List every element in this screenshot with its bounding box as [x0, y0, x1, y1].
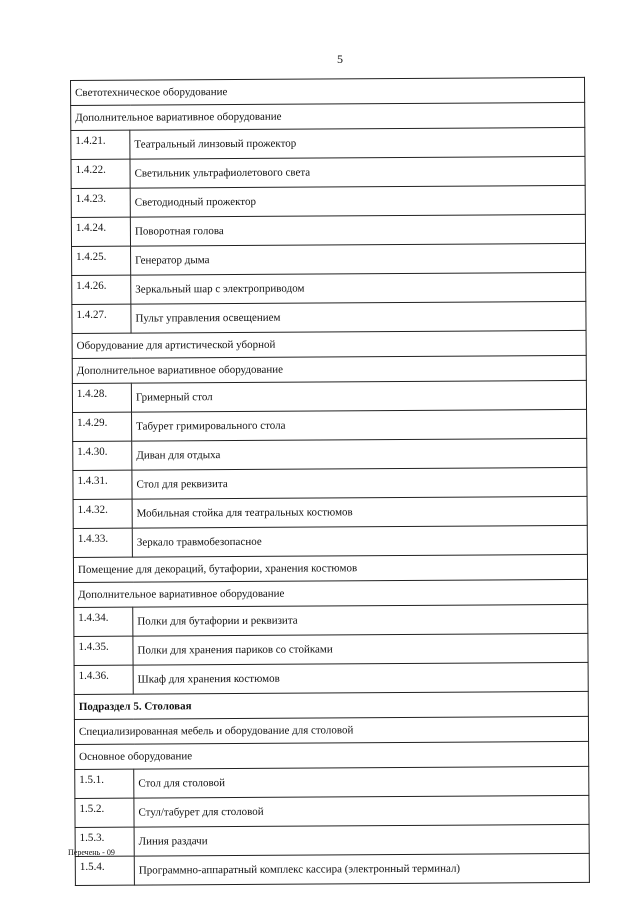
equipment-table: [70, 77, 590, 886]
item-row: [73, 496, 587, 528]
item-row: [72, 272, 586, 304]
item-number: 1.4.26.: [72, 275, 131, 304]
item-name: Стол для реквизита: [132, 467, 587, 499]
section-row: [74, 691, 588, 719]
item-number: 1.4.36.: [74, 665, 133, 694]
item-name: Мобильная стойка для театральных костюмов: [132, 496, 587, 528]
section-heading: Дополнительное вариативное оборудование: [74, 579, 588, 607]
item-row: [72, 301, 586, 333]
item-name: Театральный линзовый прожектор: [130, 127, 585, 159]
item-name: Поворотная голова: [130, 214, 585, 246]
item-row: [74, 604, 588, 636]
item-name: Табурет гримировального стола: [132, 409, 587, 441]
item-name: Светильник ультрафиолетового света: [130, 156, 585, 188]
section-row: [71, 77, 585, 105]
section-heading: Помещение для декораций, бутафории, хранения костюмов: [73, 554, 587, 582]
item-number: 1.4.22.: [71, 159, 130, 188]
section-row: [74, 579, 588, 607]
item-row: [71, 127, 585, 159]
item-number: 1.5.3.: [75, 827, 134, 856]
item-row: [71, 214, 585, 246]
section-heading: Дополнительное вариативное оборудование: [71, 102, 585, 130]
item-number: 1.4.27.: [72, 304, 131, 333]
item-row: [73, 438, 587, 470]
item-name: Шкаф для хранения костюмов: [133, 662, 588, 694]
item-row: [73, 467, 587, 499]
item-number: 1.4.31.: [73, 470, 132, 499]
item-name: Генератор дыма: [131, 243, 586, 275]
item-number: 1.4.35.: [74, 636, 133, 665]
item-number: 1.4.30.: [73, 441, 132, 470]
item-name: Зеркало травмобезопасное: [132, 525, 587, 557]
item-name: Линия раздачи: [134, 824, 589, 856]
item-number: 1.4.25.: [72, 246, 131, 275]
item-number: 1.4.29.: [73, 412, 132, 441]
item-number: 1.4.24.: [71, 217, 130, 246]
item-name: Зеркальный шар с электроприводом: [131, 272, 586, 304]
section-row: [72, 330, 586, 358]
section-row: [71, 102, 585, 130]
section-row: [73, 554, 587, 582]
item-number: 1.4.23.: [71, 188, 130, 217]
footer-label: Перечень - 09: [68, 848, 115, 857]
item-name: Гримерный стол: [131, 380, 586, 412]
page-number: 5: [337, 52, 343, 66]
item-row: [74, 662, 588, 694]
item-number: 1.4.33.: [73, 528, 132, 557]
item-name: Программно-аппаратный комплекс кассира (электронный терминал): [134, 853, 589, 885]
item-number: 1.5.4.: [75, 856, 134, 885]
item-number: 1.4.34.: [74, 607, 133, 636]
item-number: 1.4.21.: [71, 130, 130, 159]
item-name: Диван для отдыха: [132, 438, 587, 470]
item-row: [72, 243, 586, 275]
item-number: 1.5.1.: [75, 769, 134, 798]
item-row: [75, 795, 589, 827]
item-row: [75, 766, 589, 798]
section-heading: Дополнительное вариативное оборудование: [72, 355, 586, 383]
section-heading: Светотехническое оборудование: [71, 77, 585, 105]
item-row: [75, 824, 589, 856]
item-row: [71, 185, 585, 217]
section-heading: Основное оборудование: [75, 741, 589, 769]
section-row: [72, 355, 586, 383]
item-row: [73, 409, 587, 441]
item-name: Стул/табурет для столовой: [134, 795, 589, 827]
section-heading: Оборудование для артистической уборной: [72, 330, 586, 358]
item-number: 1.4.28.: [72, 383, 131, 412]
item-row: [75, 853, 589, 885]
item-row: [73, 525, 587, 557]
item-name: Стол для столовой: [134, 766, 589, 798]
equipment-table-body: [71, 77, 590, 885]
item-name: Полки для бутафории и реквизита: [133, 604, 588, 636]
item-row: [74, 633, 588, 665]
item-name: Светодиодный прожектор: [130, 185, 585, 217]
section-heading: Специализированная мебель и оборудование для столовой: [74, 716, 588, 744]
section-heading: Подраздел 5. Столовая: [74, 691, 588, 719]
item-number: 1.5.2.: [75, 798, 134, 827]
item-number: 1.4.32.: [73, 499, 132, 528]
item-row: [72, 380, 586, 412]
item-row: [71, 156, 585, 188]
item-name: Полки для хранения париков со стойками: [133, 633, 588, 665]
section-row: [75, 741, 589, 769]
item-name: Пульт управления освещением: [131, 301, 586, 333]
section-row: [74, 716, 588, 744]
